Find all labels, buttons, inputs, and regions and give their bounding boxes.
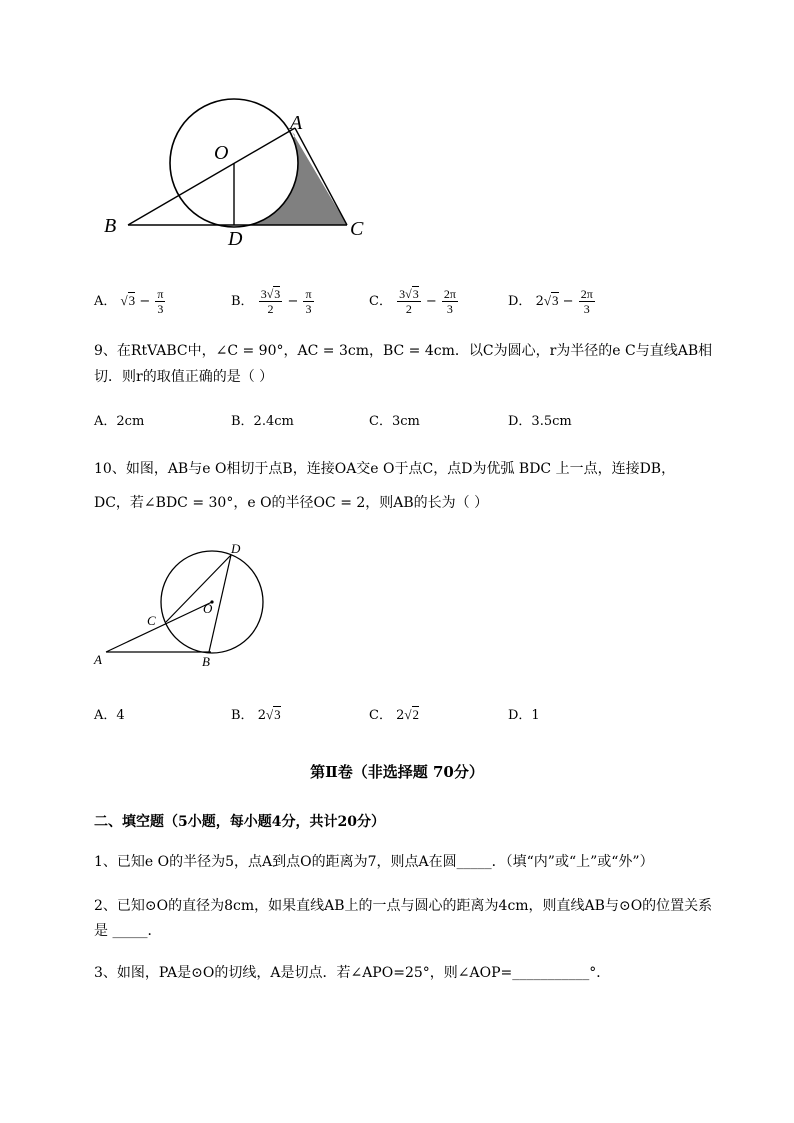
option-letter: B． — [231, 294, 254, 309]
section2-title: 二、填空题（5小题，每小题4分，共计20分） — [94, 814, 385, 830]
fraction: $\frac{3√3}{2}$ — [260, 287, 281, 316]
q8-option-d[interactable] — [508, 287, 596, 316]
segment-cd — [166, 555, 231, 622]
label-b: B — [202, 654, 210, 669]
q9-option-a[interactable]: A．2cm — [94, 414, 145, 429]
figure-tangent-ab — [90, 535, 280, 670]
figure-circle-tangent — [90, 95, 380, 255]
label-o: O — [203, 601, 213, 616]
q8-option-c[interactable] — [369, 287, 459, 316]
q8-option-a[interactable] — [94, 287, 166, 316]
fraction: $\frac{\pi}{3}$ — [305, 287, 312, 316]
sqrt-expr: √3 — [543, 293, 559, 308]
part2-title: 第Ⅱ卷（非选择题 70分） — [310, 763, 484, 781]
q9-stem-line2: 切．则r的取值正确的是（ ） — [94, 369, 274, 385]
fraction: $\frac{3√3}{2}$ — [399, 287, 419, 316]
minus-sign: − — [425, 294, 437, 309]
coefficient: 2 — [396, 708, 405, 723]
q10-option-a[interactable]: A．4 — [94, 708, 125, 723]
label-a: A — [94, 652, 102, 667]
q8-option-b[interactable] — [231, 287, 315, 316]
segment-ba — [128, 128, 295, 225]
option-letter: D． — [508, 294, 532, 309]
q10-option-c[interactable] — [369, 704, 419, 723]
minus-sign: − — [139, 294, 151, 309]
option-letter: B． — [231, 708, 254, 723]
q9-stem-line1: 9、在RtVABC中，∠C = 90°，AC = 3cm，BC = 4cm．以C为圆心，r为半径的e C与直线AB相 — [94, 343, 713, 359]
q10-option-d[interactable]: D．1 — [508, 708, 540, 723]
label-c: C — [350, 218, 364, 240]
q10-stem-line2: DC，若∠BDC = 30°，e O的半径OC = 2，则AB的长为（ ） — [94, 495, 489, 511]
option-letter: C． — [369, 708, 392, 723]
fraction: $\frac{2\pi}{3}$ — [580, 287, 593, 316]
label-c: C — [147, 613, 156, 628]
q9-option-d[interactable]: D．3.5cm — [508, 414, 572, 429]
option-letter: C． — [369, 294, 392, 309]
shaded-region — [234, 132, 347, 225]
q10-stem-line1: 10、如图，AB与e O相切于点B，连接OA交e O于点C，点D为优弧 BDC 上一点，连接DB， — [94, 461, 676, 477]
q9-option-b[interactable]: B．2.4cm — [231, 414, 294, 429]
fill-q2-line2: 是 _____． — [94, 923, 162, 939]
fraction: $\frac{\pi}{3}$ — [157, 287, 164, 316]
label-a: A — [290, 112, 303, 134]
label-d: D — [228, 228, 243, 250]
label-b: B — [104, 215, 117, 237]
sqrt-expr: √3 — [265, 707, 281, 722]
sqrt-expr: √2 — [404, 707, 420, 722]
coefficient: 2 — [535, 294, 544, 309]
q9-option-c[interactable]: C．3cm — [369, 414, 420, 429]
fill-q3: 3、如图，PA是⊙O的切线，A是切点．若∠APO=25°，则∠AOP=___________°． — [94, 965, 611, 981]
option-letter: A． — [94, 294, 117, 309]
minus-sign: − — [562, 294, 574, 309]
q10-option-b[interactable] — [231, 704, 281, 723]
fraction: $\frac{2\pi}{3}$ — [443, 287, 456, 316]
sqrt-expr: √3 — [120, 293, 136, 308]
label-o: O — [214, 142, 229, 164]
fill-q1: 1、已知e O的半径为5，点A到点O的距离为7，则点A在圆_____．（填“内”或“上”或“外”） — [94, 854, 654, 870]
fill-q2-line1: 2、已知⊙O的直径为8cm，如果直线AB上的一点与圆心的距离为4cm，则直线AB与⊙O的位置关系 — [94, 898, 713, 914]
coefficient: 2 — [257, 708, 266, 723]
label-d: D — [231, 541, 241, 556]
segment-ao — [106, 602, 212, 652]
minus-sign: − — [287, 294, 299, 309]
